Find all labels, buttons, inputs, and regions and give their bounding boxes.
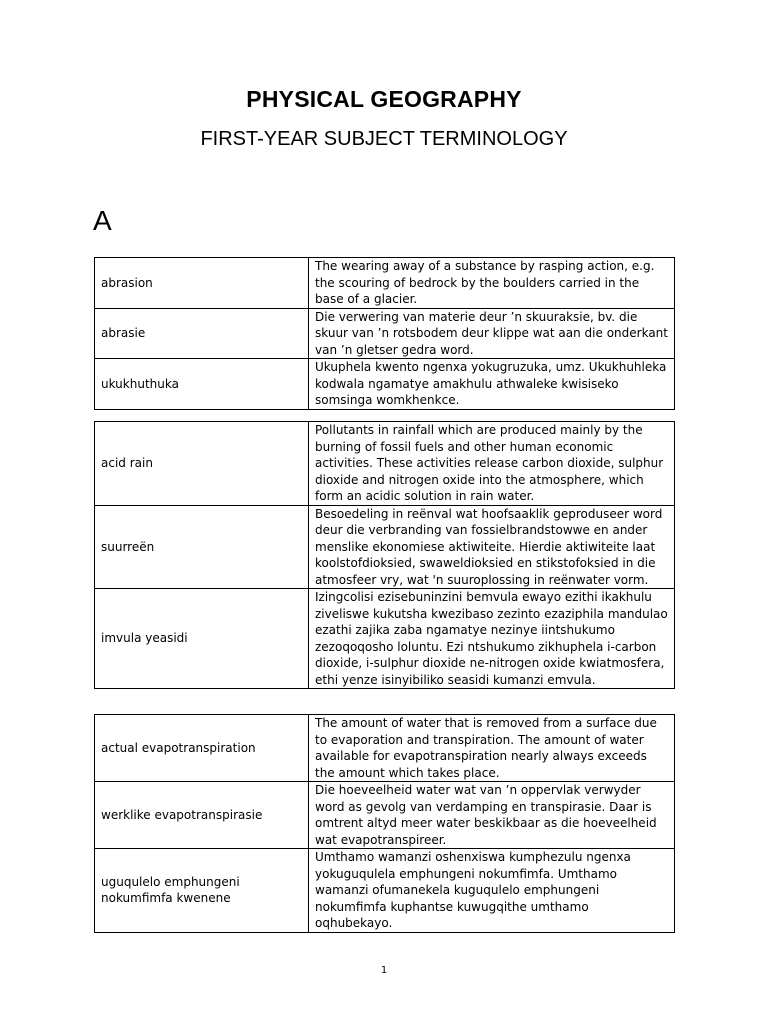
term-cell: acid rain (95, 422, 309, 506)
definition-cell: Izingcolisi ezisebuninzini bemvula ewayo ezithi ikakhulu ziveliswe kukutsha kwezibaso zezinto ezaziphila mandulao ezathi zajika zaba ngamatye nezinye iintshukumo zezoqoqosho loluntu. Ezi ntshukumo zikhuphela i-carbon dioxide, i-sulphur dioxide ne-nitrogen oxide kwiatmosfera, ethi yenze isinyibiliko seasidi kumanzi emvula. (309, 589, 675, 689)
definition-cell: Ukuphela kwento ngenxa yokugruzuka, umz. Ukukhuhleka kodwala ngamatye amakhulu athwaleke kwisiseko somsinga womkhenkce. (309, 359, 675, 410)
page-number: 1 (380, 965, 388, 976)
term-cell: werklike evapotranspirasie (95, 782, 309, 849)
table-row (95, 359, 675, 410)
definition-cell: Die verwering van materie deur ’n skuuraksie, bv. die skuur van ’n rotsbodem deur klippe wat aan die onderkant van ’n gletser gedra word. (309, 308, 675, 359)
table-row (95, 715, 675, 782)
term-cell: uguqulelo emphungeni nokumfimfa kwenene (95, 849, 309, 933)
table-row (95, 422, 675, 506)
table-row (95, 782, 675, 849)
page-subtitle: FIRST-YEAR SUBJECT TERMINOLOGY (200, 128, 568, 150)
table-row (95, 849, 675, 933)
definition-cell: Umthamo wamanzi oshenxiswa kumphezulu ngenxa yokuguqulela emphungeni nokumfimfa. Umthamo wamanzi ofumanekela kuguqulelo emphungeni nokumfimfa kuphantse kuwugqithe umthamo oqhubekayo. (309, 849, 675, 933)
terminology-table-evapotranspiration (94, 714, 675, 933)
definition-cell: Die hoeveelheid water wat van ’n oppervlak verwyder word as gevolg van verdamping en transpirasie. Daar is omtrent altyd meer water beskikbaar as die hoeveelheid wat evapotranspireer. (309, 782, 675, 849)
term-cell: suurreën (95, 505, 309, 589)
table-row (95, 258, 675, 309)
table-row (95, 589, 675, 689)
page-title: PHYSICAL GEOGRAPHY (246, 86, 522, 112)
table-row (95, 308, 675, 359)
term-cell: abrasie (95, 308, 309, 359)
section-letter: A (93, 205, 112, 236)
definition-cell: Pollutants in rainfall which are produced mainly by the burning of fossil fuels and other human economic activities. These activities release carbon dioxide, sulphur dioxide and nitrogen oxide into the atmosphere, which form an acidic solution in rain water. (309, 422, 675, 506)
term-cell: abrasion (95, 258, 309, 309)
definition-cell: The wearing away of a substance by rasping action, e.g. the scouring of bedrock by the boulders carried in the base of a glacier. (309, 258, 675, 309)
definition-cell: Besoedeling in reënval wat hoofsaaklik geproduseer word deur die verbranding van fossielbrandstowwe en ander menslike ekonomiese aktiwiteite. Hierdie aktiwiteite laat koolstofdioksied, swaweldioksied en stikstofoksied in die atmosfeer vry, wat 'n suuroplossing in reënwater vorm. (309, 505, 675, 589)
terminology-table-abrasion (94, 257, 675, 410)
term-cell: imvula yeasidi (95, 589, 309, 689)
term-cell: actual evapotranspiration (95, 715, 309, 782)
definition-cell: The amount of water that is removed from a surface due to evaporation and transpiration. The amount of water available for evapotranspiration nearly always exceeds the amount which takes place. (309, 715, 675, 782)
term-cell: ukukhuthuka (95, 359, 309, 410)
terminology-table-acid-rain (94, 421, 675, 689)
table-row (95, 505, 675, 589)
